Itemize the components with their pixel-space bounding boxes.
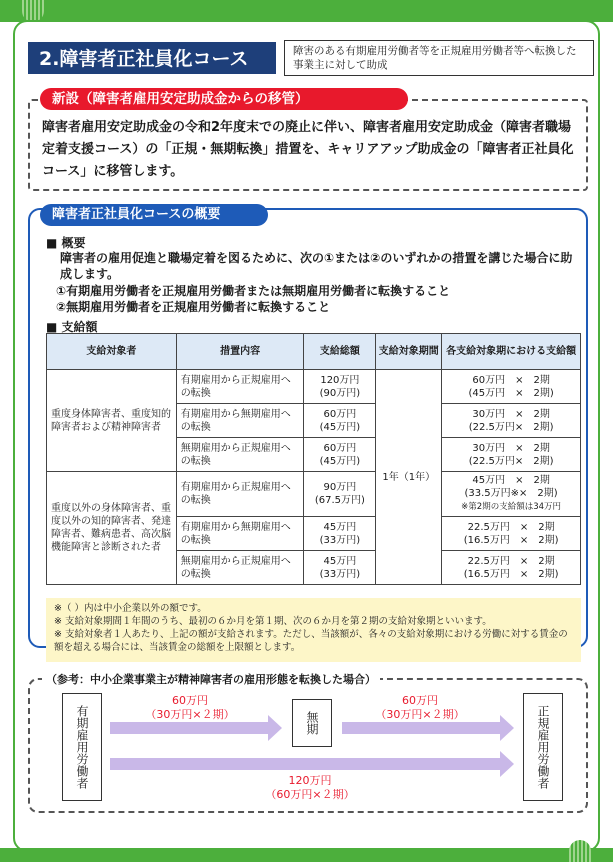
period-cell: 1年（1年） <box>376 370 442 585</box>
stripe-decoration <box>569 840 591 862</box>
measure-cell: 有期雇用から無期雇用への転換 <box>176 404 304 438</box>
stripe-decoration <box>22 0 44 22</box>
per-period-cell: 60万円 × 2期 (45万円 × 2期) <box>442 370 581 404</box>
section-title: 2.障害者正社員化コース <box>28 42 276 74</box>
header-per-period: 各支給対象期における支給額 <box>442 334 581 370</box>
section-description: 障害のある有期雇用労働者等を正規雇用労働者等へ転換した事業主に対して助成 <box>284 40 594 76</box>
overview-item-2: ②無期雇用労働者を正規雇用労働者に転換すること <box>56 300 331 314</box>
top-bar <box>0 0 613 22</box>
total-cell: 45万円 (33万円) <box>304 551 376 585</box>
new-notice-tag: 新設（障害者雇用安定助成金からの移管） <box>40 88 408 110</box>
per-period-cell: 45万円 × 2期 (33.5万円※× 2期) ※第2期の支給額は34万円 <box>442 472 581 517</box>
arrow2-label: 60万円 （30万円×２期） <box>375 694 465 721</box>
per-period-cell: 30万円 × 2期 (22.5万円× 2期) <box>442 404 581 438</box>
total-cell: 90万円 (67.5万円) <box>304 472 376 517</box>
box-regular: 正規雇用労働者 <box>523 693 563 801</box>
per-period-note: ※第2期の支給額は34万円 <box>461 502 562 512</box>
header-total: 支給総額 <box>304 334 376 370</box>
overview-text: 障害者の雇用促進と職場定着を図るために、次の①または②のいずれかの措置を講じた場合に助成します。 <box>60 251 573 281</box>
header-measure: 措置内容 <box>176 334 304 370</box>
arrow-right-icon <box>110 722 268 734</box>
bottom-bar <box>0 848 613 862</box>
arrow-right-icon <box>110 758 500 770</box>
note-line: ※（ ）内は中小企業以外の額です。 <box>54 603 207 614</box>
total-cell: 60万円 (45万円) <box>304 438 376 472</box>
total-cell: 45万円 (33万円) <box>304 517 376 551</box>
reference-title: （参考：中小企業事業主が精神障害者の雇用形態を転換した場合） <box>42 671 380 687</box>
note-line: ※ 支給対象期間１年間のうち、最初の６か月を第１期、次の６か月を第２期の支給対象期といいます。 <box>54 616 492 627</box>
box-fixed-term: 有期雇用労働者 <box>62 693 102 801</box>
group1-target: 重度身体障害者、重度知的障害者および精神障害者 <box>47 370 177 472</box>
measure-cell: 無期雇用から正規雇用への転換 <box>176 551 304 585</box>
notes-box <box>46 598 581 662</box>
per-period-cell: 22.5万円 × 2期 (16.5万円 × 2期) <box>442 551 581 585</box>
header-target: 支給対象者 <box>47 334 177 370</box>
overview-heading: ■ 概要 <box>46 236 86 250</box>
measure-cell: 有期雇用から正規雇用への転換 <box>176 370 304 404</box>
new-notice-text: 障害者雇用安定助成金の令和2年度末での廃止に伴い、障害者雇用安定助成金（障害者職場定着支援コース）の「正規・無期転換」措置を、キャリアアップ助成金の「障害者正社員化コース」に移管します。 <box>42 120 574 179</box>
overview-item-1: ①有期雇用労働者を正規雇用労働者または無期雇用労働者に転換すること <box>56 284 451 298</box>
total-cell: 120万円 (90万円) <box>304 370 376 404</box>
header-period: 支給対象期間 <box>376 334 442 370</box>
measure-cell: 有期雇用から無期雇用への転換 <box>176 517 304 551</box>
per-period-cell: 22.5万円 × 2期 (16.5万円 × 2期) <box>442 517 581 551</box>
arrow1-label: 60万円 （30万円×２期） <box>145 694 235 721</box>
group2-target: 重度以外の身体障害者、重度以外の知的障害者、発達障害者、難病患者、高次脳機能障害と診断された者 <box>47 472 177 585</box>
note-line: ※ 支給対象者１人あたり、上記の額が支給されます。ただし、当該額が、各々の支給対象期における労働に対する賃金の額を超える場合には、当該賃金の総額を上限額とします。 <box>54 629 568 653</box>
amount-heading: ■ 支給額 <box>46 320 98 334</box>
summary-tag: 障害者正社員化コースの概要 <box>40 204 268 226</box>
box-indefinite: 無期 <box>292 699 332 747</box>
arrow-right-icon <box>342 722 500 734</box>
amount-table <box>46 333 581 585</box>
measure-cell: 有期雇用から正規雇用への転換 <box>176 472 304 517</box>
measure-cell: 無期雇用から正規雇用への転換 <box>176 438 304 472</box>
total-cell: 60万円 (45万円) <box>304 404 376 438</box>
per-period-cell: 30万円 × 2期 (22.5万円× 2期) <box>442 438 581 472</box>
arrow3-label: 120万円 （60万円×２期） <box>265 774 355 801</box>
